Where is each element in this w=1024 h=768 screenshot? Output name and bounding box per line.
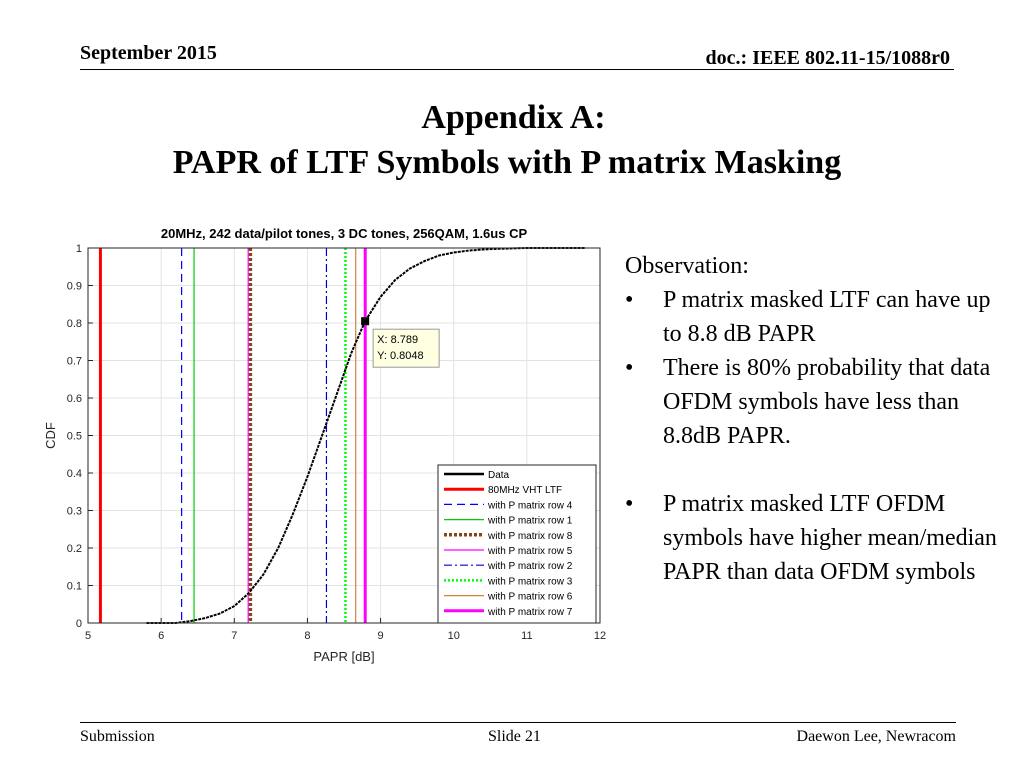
- y-tick-label: 0.3: [66, 505, 82, 518]
- header-date: September 2015: [80, 42, 217, 64]
- footer-divider: [80, 722, 956, 723]
- legend-label: Data: [488, 470, 510, 481]
- y-tick-label: 0.2: [66, 543, 82, 555]
- observation-bullet: • P matrix masked LTF OFDM symbols have higher mean/median PAPR than data OFDM symbols: [625, 487, 1005, 589]
- legend-label: 80MHz VHT LTF: [488, 485, 563, 497]
- y-tick-label: 0.5: [66, 430, 82, 443]
- y-tick-label: 0: [75, 618, 82, 630]
- datatip-marker: [361, 317, 369, 325]
- legend-label: with P matrix row 4: [488, 500, 573, 512]
- x-tick-label: 10: [447, 630, 460, 642]
- x-axis-label: PAPR [dB]: [313, 649, 375, 664]
- slide-title-line1: Appendix A:: [421, 99, 606, 136]
- chart-title: 20MHz, 242 data/pilot tones, 3 DC tones, 256QAM, 1.6us CP: [160, 226, 528, 241]
- y-tick-label: 0.8: [66, 318, 82, 330]
- legend-label: with P matrix row 1: [488, 515, 573, 527]
- observation-panel: [625, 249, 1005, 589]
- legend-label: with P matrix row 8: [488, 530, 573, 542]
- legend-label: with P matrix row 6: [488, 591, 573, 603]
- observation-bullet: • There is 80% probability that data OFDM symbols have less than 8.8dB PAPR.: [625, 351, 1005, 453]
- legend-label: with P matrix row 3: [488, 576, 573, 588]
- x-tick-label: 9: [377, 630, 384, 642]
- y-tick-label: 0.7: [66, 355, 82, 368]
- footer-submission: Submission: [80, 728, 155, 745]
- x-tick-label: 11: [521, 630, 533, 642]
- header-doc-id: doc.: IEEE 802.11-15/1088r0: [705, 47, 950, 69]
- datatip-y: Y: 0.8048: [377, 350, 424, 363]
- slide-title-line2: PAPR of LTF Symbols with P matrix Masking: [172, 144, 842, 181]
- slide-title: [0, 95, 1024, 185]
- footer-author: Daewon Lee, Newracom: [796, 728, 956, 745]
- y-tick-label: 0.6: [66, 393, 82, 405]
- observation-bullet: • P matrix masked LTF can have up to 8.8 dB PAPR: [625, 283, 1005, 351]
- y-tick-label: 0.4: [66, 468, 82, 480]
- legend-label: with P matrix row 2: [488, 561, 573, 573]
- x-tick-label: 8: [304, 630, 311, 642]
- y-tick-label: 1: [75, 243, 82, 255]
- header-divider: [80, 69, 954, 70]
- legend-label: with P matrix row 7: [488, 606, 573, 618]
- x-tick-label: 7: [231, 630, 238, 642]
- y-tick-label: 0.1: [66, 580, 82, 593]
- footer-slide-number: Slide 21: [488, 728, 541, 745]
- x-tick-label: 5: [84, 630, 92, 642]
- x-tick-label: 12: [593, 630, 607, 642]
- datatip-x: X: 8.789: [377, 334, 419, 347]
- y-tick-label: 0.9: [66, 280, 82, 293]
- observation-heading: Observation:: [625, 253, 749, 279]
- legend-label: with P matrix row 5: [488, 546, 573, 557]
- x-tick-label: 6: [158, 630, 165, 642]
- observation-list: [625, 283, 1005, 589]
- y-axis-label: CDF: [43, 422, 58, 449]
